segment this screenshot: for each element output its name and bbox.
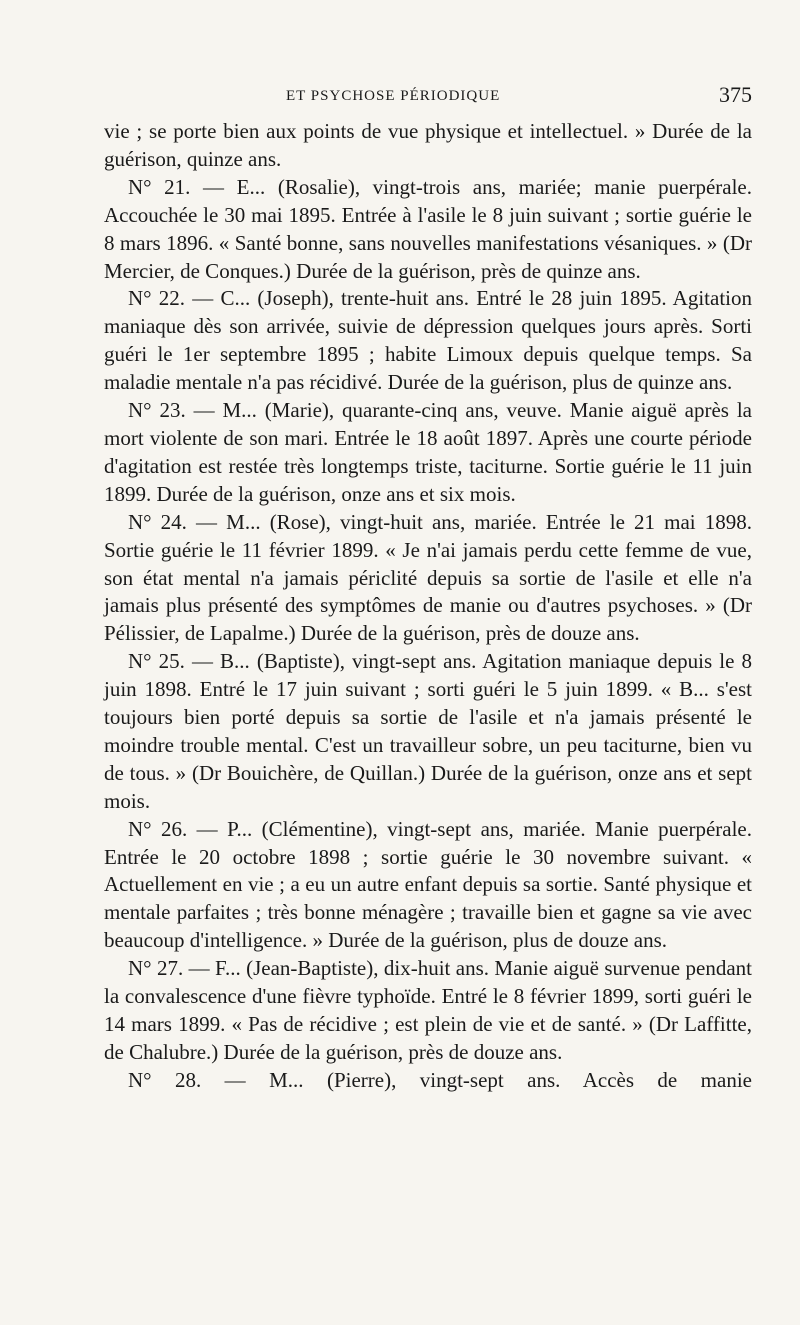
running-head — [104, 82, 752, 112]
case-24-paragraph: N° 24. — M... (Rose), vingt-huit ans, mariée. Entrée le 21 mai 1898. Sortie guérie le 11 février 1899. « Je n'ai jamais perdu cette femme de vue, son état mental n'a jamais périclité depuis sa sortie de l'asile et elle n'a jamais plus présenté des symptômes de manie ou d'autres psychoses. » (Dr Pélissier, de Lapalme.) Durée de la guérison, près de douze ans. — [104, 509, 752, 646]
case-25-paragraph: N° 25. — B... (Baptiste), vingt-sept ans. Agitation maniaque depuis le 8 juin 1898. Entré le 17 juin suivant ; sorti guéri le 5 juin 1899. « B... s'est toujours bien porté depuis sa sortie de l'asile et n'a jamais présenté le moindre trouble mental. C'est un travailleur sobre, un peu taciturne, bien vu de tous. » (Dr Bouichère, de Quillan.) Durée de la guérison, onze ans et sept mois. — [104, 649, 752, 813]
running-title: ET PSYCHOSE PÉRIODIQUE — [286, 88, 501, 104]
case-27-paragraph: N° 27. — F... (Jean-Baptiste), dix-huit ans. Manie aiguë survenue pendant la convalescence d'une fièvre typhoïde. Entré le 8 février 1899, sorti guéri le 14 mars 1899. « Pas de récidive ; est plein de vie et de santé. » (Dr Laffitte, de Chalubre.) Durée de la guérison, près de douze ans. — [104, 956, 752, 1064]
case-26-paragraph: N° 26. — P... (Clémentine), vingt-sept ans, mariée. Manie puerpérale. Entrée le 20 octobre 1898 ; sortie guérie le 30 novembre suivant. « Actuellement en vie ; a eu un autre enfant depuis sa sortie. Santé physique et mentale parfaites ; très bonne ménagère ; travaille bien et gagne sa vie avec beaucoup d'intelligence. » Durée de la guérison, plus de douze ans. — [104, 816, 752, 953]
body-text — [104, 118, 752, 1095]
page-number: 375 — [719, 82, 752, 107]
case-23-paragraph: N° 23. — M... (Marie), quarante-cinq ans, veuve. Manie aiguë après la mort violente de son mari. Entrée le 18 août 1897. Après une courte période d'agitation est restée très longtemps triste, taciturne. Sortie guérie le 11 juin 1899. Durée de la guérison, onze ans et six mois. — [104, 398, 752, 506]
case-28-paragraph: N° 28. — M... (Pierre), vingt-sept ans. Accès de manie — [128, 1067, 752, 1092]
case-22-paragraph: N° 22. — C... (Joseph), trente-huit ans. Entré le 28 juin 1895. Agitation maniaque dès son arrivée, suivie de dépression quelques jours après. Sorti guéri le 1er septembre 1895 ; habite Limoux depuis quelque temps. Sa maladie mentale n'a pas récidivé. Durée de la guérison, plus de quinze ans. — [104, 286, 752, 395]
paragraph-continuation: vie ; se porte bien aux points de vue physique et intellectuel. » Durée de la guérison, quinze ans. — [104, 119, 752, 171]
case-21-paragraph: N° 21. — E... (Rosalie), vingt-trois ans, mariée; manie puerpérale. Accouchée le 30 mai 1895. Entrée à l'asile le 8 juin suivant ; sortie guérie le 8 mars 1896. « Santé bonne, sans nouvelles manifestations vésaniques. » (Dr Mercier, de Conques.) Durée de la guérison, près de quinze ans. — [104, 174, 752, 283]
